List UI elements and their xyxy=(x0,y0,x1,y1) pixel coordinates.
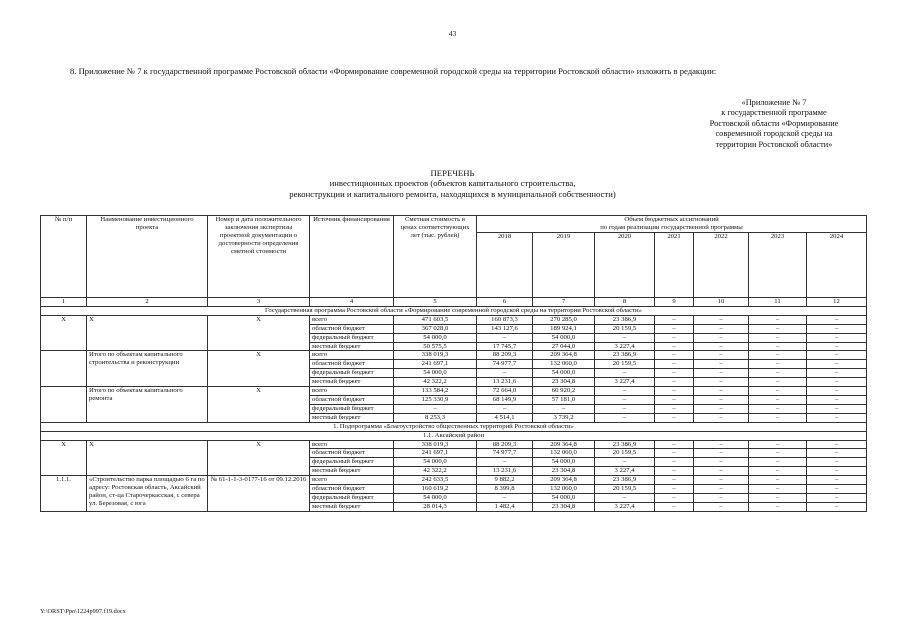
column-number: 8 xyxy=(595,298,655,307)
year-allocation: 23 304,8 xyxy=(533,502,595,511)
year-allocation: 20 159,5 xyxy=(595,485,655,494)
estimated-cost: 42 322,2 xyxy=(394,467,477,476)
column-number: 10 xyxy=(694,298,749,307)
year-allocation: – xyxy=(655,458,694,467)
year-allocation: 143 127,6 xyxy=(477,324,533,333)
year-allocation: 1 482,4 xyxy=(477,502,533,511)
year-allocation: – xyxy=(655,476,694,485)
year-allocation: – xyxy=(655,360,694,369)
year-allocation: – xyxy=(655,449,694,458)
funding-source: местный бюджет xyxy=(310,378,394,387)
year-allocation: 23 386,9 xyxy=(595,351,655,360)
funding-source: всего xyxy=(310,387,394,396)
estimated-cost: 338 019,3 xyxy=(394,351,477,360)
year-allocation: – xyxy=(694,333,749,342)
document-title xyxy=(100,168,805,199)
year-allocation: 132 060,0 xyxy=(533,485,595,494)
year-allocation: – xyxy=(595,369,655,378)
year-allocation: – xyxy=(807,413,867,422)
year-allocation: – xyxy=(694,387,749,396)
header-source: Источник финансирования xyxy=(310,216,394,298)
funding-source: всего xyxy=(310,440,394,449)
header-cost: Сметная стоимость в ценах соответствующих лет (тыс. рублей) xyxy=(394,216,477,298)
appendix-line: современной городской среды на xyxy=(715,129,833,139)
year-allocation: 3 227,4 xyxy=(595,502,655,511)
year-allocation: – xyxy=(595,413,655,422)
column-number: 11 xyxy=(749,298,807,307)
estimated-cost: 242 633,5 xyxy=(394,476,477,485)
year-allocation: – xyxy=(749,378,807,387)
funding-source: местный бюджет xyxy=(310,502,394,511)
year-allocation: – xyxy=(749,449,807,458)
footer-file-path: Y:\ORST\Ppo\1224p997.f19.docx xyxy=(40,608,126,615)
header-expertise: Номер и дата положительного заключения экспертизы проектной документации о достоверности определения сметной стоимости xyxy=(208,216,310,298)
column-number: 4 xyxy=(310,298,394,307)
year-allocation: 209 364,8 xyxy=(533,351,595,360)
year-allocation: – xyxy=(807,369,867,378)
intro-paragraph: 8. Приложение № 7 к государственной программе Ростовской области «Формирование современной городской среды на территории Ростовской области» изложить в редакции: xyxy=(70,66,717,76)
year-allocation: – xyxy=(477,404,533,413)
year-allocation: – xyxy=(655,333,694,342)
estimated-cost: 8 253,3 xyxy=(394,413,477,422)
year-allocation: 3 227,4 xyxy=(595,342,655,351)
page-number: 43 xyxy=(448,29,457,38)
funding-source: федеральный бюджет xyxy=(310,404,394,413)
year-allocation: – xyxy=(694,351,749,360)
funding-source: областной бюджет xyxy=(310,324,394,333)
year-allocation: 132 060,0 xyxy=(533,449,595,458)
year-allocation: – xyxy=(694,324,749,333)
year-allocation: – xyxy=(749,315,807,324)
funding-source: местный бюджет xyxy=(310,467,394,476)
column-number: 9 xyxy=(655,298,694,307)
estimated-cost: 28 014,3 xyxy=(394,502,477,511)
funding-source: всего xyxy=(310,315,394,324)
header-year: 2018 xyxy=(477,233,533,298)
project-name: Х xyxy=(87,440,208,476)
funding-source: всего xyxy=(310,476,394,485)
year-allocation: – xyxy=(694,378,749,387)
year-allocation: 23 386,9 xyxy=(595,315,655,324)
year-allocation: – xyxy=(533,404,595,413)
year-allocation: – xyxy=(807,493,867,502)
header-year: 2024 xyxy=(807,233,867,298)
year-allocation: – xyxy=(749,404,807,413)
column-number: 5 xyxy=(394,298,477,307)
year-allocation: – xyxy=(694,395,749,404)
estimated-cost: 54 000,0 xyxy=(394,333,477,342)
year-allocation: 54 000,0 xyxy=(533,369,595,378)
year-allocation: – xyxy=(749,476,807,485)
year-allocation: 60 920,2 xyxy=(533,387,595,396)
year-allocation: 132 060,0 xyxy=(533,360,595,369)
year-allocation: 209 364,8 xyxy=(533,440,595,449)
year-allocation: – xyxy=(655,502,694,511)
year-allocation: – xyxy=(807,404,867,413)
year-allocation: – xyxy=(749,369,807,378)
column-number: 12 xyxy=(807,298,867,307)
year-allocation: 8 399,8 xyxy=(477,485,533,494)
year-allocation: 27 044,0 xyxy=(533,342,595,351)
year-allocation: – xyxy=(749,502,807,511)
year-allocation: – xyxy=(749,387,807,396)
year-allocation: – xyxy=(807,360,867,369)
estimated-cost: 241 697,1 xyxy=(394,449,477,458)
funding-source: областной бюджет xyxy=(310,360,394,369)
year-allocation: – xyxy=(749,440,807,449)
year-allocation: 189 924,1 xyxy=(533,324,595,333)
header-name: Наименование инвестиционного проекта xyxy=(87,216,208,298)
year-allocation: – xyxy=(694,502,749,511)
header-volume xyxy=(477,216,867,233)
column-number: 7 xyxy=(533,298,595,307)
expertise-ref: № 61-1-1-3-0177-16 от 09.12.2016 xyxy=(208,476,310,512)
year-allocation: – xyxy=(477,369,533,378)
appendix-line: «Приложение № 7 xyxy=(741,98,807,107)
year-allocation: 54 000,0 xyxy=(533,333,595,342)
year-allocation: – xyxy=(655,324,694,333)
header-num: № п/п xyxy=(41,216,87,298)
appendix-header xyxy=(678,98,870,150)
year-allocation: 20 159,5 xyxy=(595,449,655,458)
year-allocation: 68 149,9 xyxy=(477,395,533,404)
year-allocation: 13 231,6 xyxy=(477,378,533,387)
funding-source: областной бюджет xyxy=(310,485,394,494)
year-allocation: – xyxy=(749,458,807,467)
project-name: Итого по объектам капитального ремонта xyxy=(87,387,208,423)
column-number: 1 xyxy=(41,298,87,307)
year-allocation: – xyxy=(694,440,749,449)
section-subprogram: 1. Подпрограмма «Благоустройство общественных территорий Ростовской области» xyxy=(41,422,867,431)
year-allocation: – xyxy=(655,342,694,351)
title-line: инвестиционных проектов (объектов капитального строительства, xyxy=(329,178,576,189)
estimated-cost: 54 000,0 xyxy=(394,493,477,502)
year-allocation: – xyxy=(477,333,533,342)
estimated-cost: 160 619,2 xyxy=(394,485,477,494)
row-num: Х xyxy=(41,440,87,476)
year-allocation: 23 304,8 xyxy=(533,378,595,387)
year-allocation: – xyxy=(694,467,749,476)
section-district: 1.1. Аксайский район xyxy=(41,431,867,440)
year-allocation: – xyxy=(694,360,749,369)
year-allocation: – xyxy=(807,387,867,396)
row-num: 1.1.1. xyxy=(41,476,87,512)
estimated-cost: 133 584,2 xyxy=(394,387,477,396)
year-allocation: – xyxy=(749,333,807,342)
year-allocation: – xyxy=(595,404,655,413)
year-allocation: – xyxy=(807,440,867,449)
year-allocation: – xyxy=(807,395,867,404)
year-allocation: – xyxy=(807,351,867,360)
year-allocation: – xyxy=(694,369,749,378)
estimated-cost: – xyxy=(394,404,477,413)
year-allocation: 13 231,6 xyxy=(477,467,533,476)
year-allocation: – xyxy=(595,333,655,342)
year-allocation: 4 514,1 xyxy=(477,413,533,422)
year-allocation: – xyxy=(595,458,655,467)
appendix-line: к государственной программе xyxy=(721,108,827,118)
title-line: ПЕРЕЧЕНЬ xyxy=(430,168,475,178)
section-row xyxy=(41,306,867,315)
year-allocation: – xyxy=(807,467,867,476)
estimated-cost: 338 019,3 xyxy=(394,440,477,449)
funding-source: местный бюджет xyxy=(310,342,394,351)
year-allocation: – xyxy=(655,467,694,476)
year-allocation: – xyxy=(807,485,867,494)
funding-source: всего xyxy=(310,351,394,360)
row-num xyxy=(41,387,87,423)
year-allocation: 20 159,5 xyxy=(595,360,655,369)
expertise-ref: Х xyxy=(208,351,310,387)
year-allocation: – xyxy=(749,351,807,360)
table-row xyxy=(41,476,867,485)
year-allocation: 74 977,7 xyxy=(477,360,533,369)
year-allocation: – xyxy=(749,360,807,369)
funding-source: областной бюджет xyxy=(310,395,394,404)
year-allocation: 88 209,3 xyxy=(477,440,533,449)
year-allocation: – xyxy=(749,467,807,476)
year-allocation: – xyxy=(655,493,694,502)
expertise-ref: Х xyxy=(208,387,310,423)
investment-projects-table xyxy=(40,215,867,512)
year-allocation: – xyxy=(749,324,807,333)
header-year: 2019 xyxy=(533,233,595,298)
year-allocation: – xyxy=(595,395,655,404)
year-allocation: – xyxy=(655,395,694,404)
project-name: «Строительство парка площадью 6 га по адресу: Ростовская область, Аксайский район, ст-ца Старочеркасская, с севера ул. Березовая, с юга xyxy=(87,476,208,512)
row-num xyxy=(41,351,87,387)
header-year: 2022 xyxy=(694,233,749,298)
year-allocation: – xyxy=(655,387,694,396)
funding-source: федеральный бюджет xyxy=(310,458,394,467)
row-num: Х xyxy=(41,315,87,351)
year-allocation: – xyxy=(694,315,749,324)
header-volume-line1: Объем бюджетных ассигнований xyxy=(624,216,719,223)
header-year: 2021 xyxy=(655,233,694,298)
header-year: 2020 xyxy=(595,233,655,298)
year-allocation: – xyxy=(595,387,655,396)
year-allocation: 209 364,8 xyxy=(533,476,595,485)
header-year: 2023 xyxy=(749,233,807,298)
table-row xyxy=(41,440,867,449)
year-allocation: – xyxy=(655,404,694,413)
year-allocation: 54 000,0 xyxy=(533,493,595,502)
year-allocation: 3 227,4 xyxy=(595,378,655,387)
column-number: 6 xyxy=(477,298,533,307)
table-row xyxy=(41,315,867,324)
funding-source: областной бюджет xyxy=(310,449,394,458)
year-allocation: – xyxy=(807,378,867,387)
year-allocation: – xyxy=(477,493,533,502)
year-allocation: – xyxy=(655,440,694,449)
project-name: Х xyxy=(87,315,208,351)
table-row xyxy=(41,351,867,360)
appendix-line: территории Ростовской области» xyxy=(715,139,833,149)
year-allocation: – xyxy=(807,476,867,485)
year-allocation: – xyxy=(477,458,533,467)
estimated-cost: 125 330,9 xyxy=(394,395,477,404)
column-number: 3 xyxy=(208,298,310,307)
year-allocation: 3 739,2 xyxy=(533,413,595,422)
year-allocation: – xyxy=(694,404,749,413)
year-allocation: – xyxy=(749,493,807,502)
year-allocation: 9 882,2 xyxy=(477,476,533,485)
year-allocation: – xyxy=(749,395,807,404)
year-allocation: 23 304,8 xyxy=(533,467,595,476)
year-allocation: – xyxy=(807,333,867,342)
year-allocation: – xyxy=(694,458,749,467)
year-allocation: 270 285,0 xyxy=(533,315,595,324)
year-allocation: – xyxy=(655,315,694,324)
funding-source: федеральный бюджет xyxy=(310,333,394,342)
year-allocation: 72 664,0 xyxy=(477,387,533,396)
year-allocation: 160 873,3 xyxy=(477,315,533,324)
year-allocation: – xyxy=(655,485,694,494)
estimated-cost: 50 575,5 xyxy=(394,342,477,351)
year-allocation: – xyxy=(694,413,749,422)
year-allocation: – xyxy=(807,315,867,324)
year-allocation: 88 209,3 xyxy=(477,351,533,360)
year-allocation: 23 386,9 xyxy=(595,440,655,449)
section-program: Государственная программа Ростовской области «Формирование современной городской среды на территории Ростовской области» xyxy=(41,306,867,315)
year-allocation: – xyxy=(655,351,694,360)
title-line: реконструкции и капитального ремонта, находящихся в муниципальной собственности) xyxy=(289,188,616,199)
year-allocation: – xyxy=(655,378,694,387)
year-allocation: 74 977,7 xyxy=(477,449,533,458)
project-name: Итого по объектам капитального строительства и реконструкции xyxy=(87,351,208,387)
year-allocation: 54 000,0 xyxy=(533,458,595,467)
year-allocation: – xyxy=(595,493,655,502)
year-allocation: – xyxy=(694,476,749,485)
expertise-ref: Х xyxy=(208,440,310,476)
year-allocation: 20 159,5 xyxy=(595,324,655,333)
estimated-cost: 471 603,5 xyxy=(394,315,477,324)
year-allocation: – xyxy=(807,324,867,333)
year-allocation: – xyxy=(694,342,749,351)
table-row xyxy=(41,387,867,396)
estimated-cost: 241 697,1 xyxy=(394,360,477,369)
year-allocation: – xyxy=(694,485,749,494)
year-allocation: 23 386,9 xyxy=(595,476,655,485)
year-allocation: – xyxy=(694,449,749,458)
year-allocation: 17 745,7 xyxy=(477,342,533,351)
estimated-cost: 54 000,0 xyxy=(394,369,477,378)
year-allocation: – xyxy=(749,485,807,494)
year-allocation: 3 227,4 xyxy=(595,467,655,476)
estimated-cost: 42 322,2 xyxy=(394,378,477,387)
appendix-line: Ростовской области «Формирование xyxy=(709,118,839,128)
year-allocation: 57 181,0 xyxy=(533,395,595,404)
year-allocation: – xyxy=(655,369,694,378)
column-number: 2 xyxy=(87,298,208,307)
estimated-cost: 54 000,0 xyxy=(394,458,477,467)
year-allocation: – xyxy=(807,342,867,351)
funding-source: федеральный бюджет xyxy=(310,493,394,502)
estimated-cost: 367 028,0 xyxy=(394,324,477,333)
year-allocation: – xyxy=(694,493,749,502)
column-number-row xyxy=(41,298,867,307)
year-allocation: – xyxy=(749,342,807,351)
section-row xyxy=(41,431,867,440)
expertise-ref: Х xyxy=(208,315,310,351)
year-allocation: – xyxy=(807,449,867,458)
year-allocation: – xyxy=(749,413,807,422)
section-row xyxy=(41,422,867,431)
funding-source: федеральный бюджет xyxy=(310,369,394,378)
header-volume-line2: по годам реализации государственной программы xyxy=(600,224,743,231)
year-allocation: – xyxy=(655,413,694,422)
year-allocation: – xyxy=(807,458,867,467)
header-row xyxy=(41,216,867,233)
year-allocation: – xyxy=(807,502,867,511)
funding-source: местный бюджет xyxy=(310,413,394,422)
